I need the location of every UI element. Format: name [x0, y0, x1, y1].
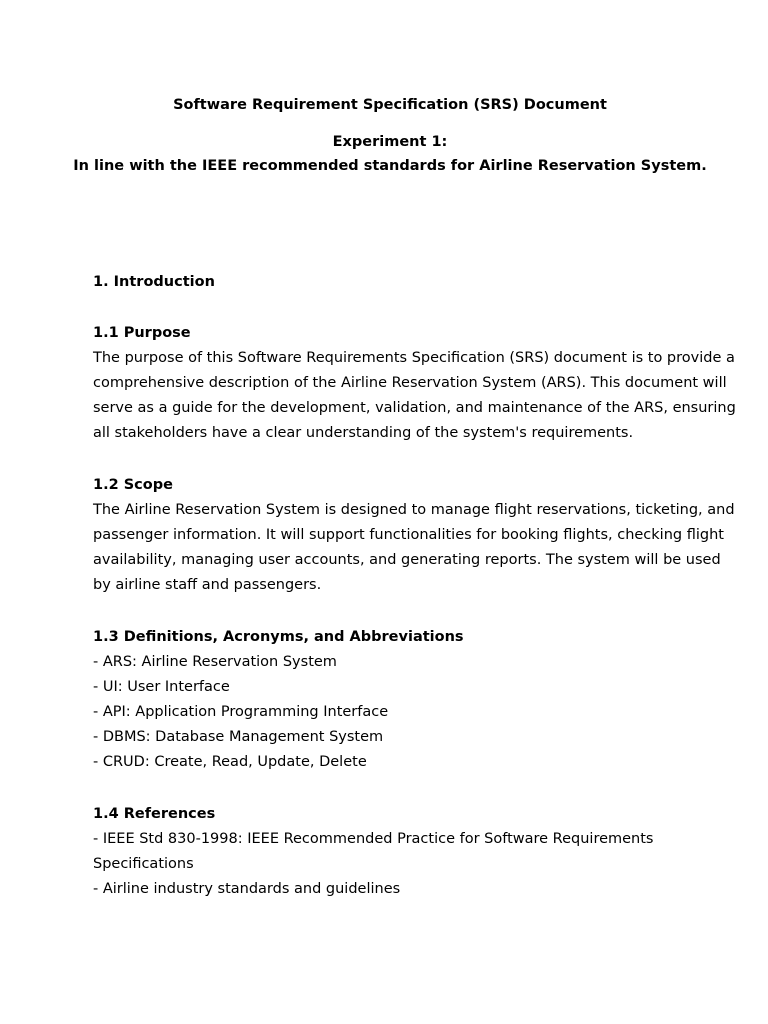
- purpose-heading: 1.1 Purpose: [93, 325, 191, 341]
- list-item: - ARS: Airline Reservation System: [93, 654, 337, 670]
- list-item: - DBMS: Database Management System: [93, 729, 384, 745]
- definitions-heading: 1.3 Definitions, Acronyms, and Abbreviations: [93, 629, 464, 645]
- references-list: [93, 827, 743, 902]
- experiment-label: Experiment 1:: [332, 134, 448, 150]
- introduction-heading: 1. Introduction: [93, 274, 215, 290]
- purpose-paragraph: The purpose of this Software Requirements Specification (SRS) document is to provide a comprehensive description of the Airline Reservation System (ARS). This document will serve as a guide for the development, validation, and maintenance of the ARS, ensuring all stakeholders have a clear understanding of the system's requirements.: [93, 350, 736, 441]
- experiment-subtitle: In line with the IEEE recommended standards for Airline Reservation System.: [73, 158, 707, 174]
- references-heading: 1.4 References: [93, 806, 216, 822]
- scope-paragraph: The Airline Reservation System is designed to manage flight reservations, ticketing, and passenger information. It will support functionalities for booking flights, checking flight availability, managing user accounts, and generating reports. The system will be used by airline staff and passengers.: [93, 502, 735, 593]
- list-item: - CRUD: Create, Read, Update, Delete: [93, 754, 367, 770]
- list-item: - IEEE Std 830-1998: IEEE Recommended Practice for Software Requirements Specifications: [93, 831, 654, 872]
- list-item: - Airline industry standards and guidelines: [93, 881, 401, 897]
- document-title: Software Requirement Specification (SRS) Document: [173, 97, 607, 113]
- scope-heading: 1.2 Scope: [93, 477, 173, 493]
- list-item: - UI: User Interface: [93, 679, 230, 695]
- document-body: [93, 270, 743, 902]
- definitions-list: [93, 650, 743, 775]
- list-item: - API: Application Programming Interface: [93, 704, 389, 720]
